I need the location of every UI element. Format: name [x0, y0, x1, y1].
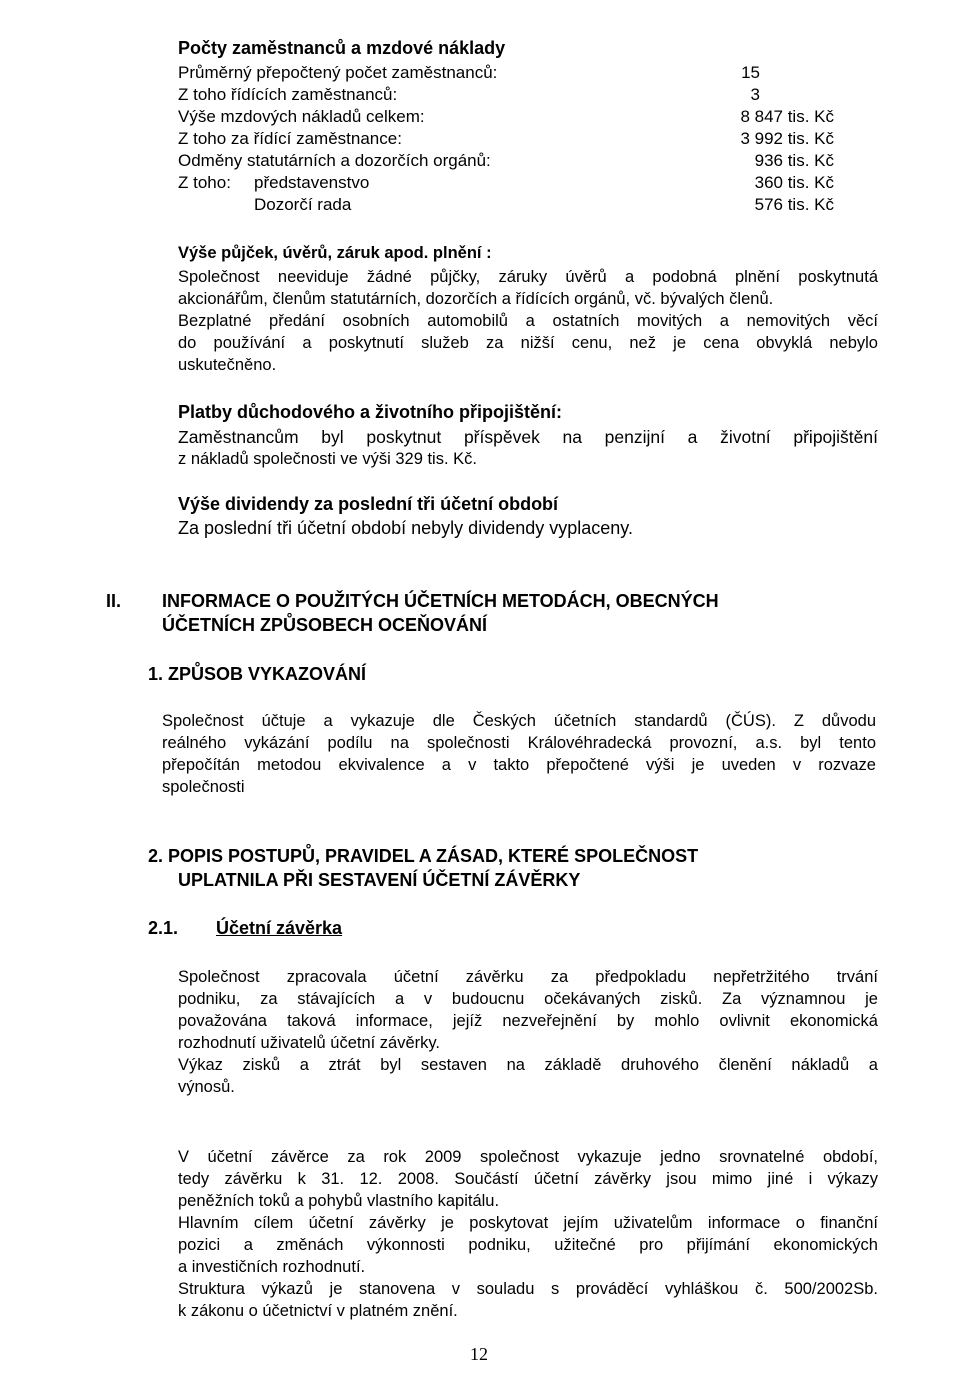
loans-heading: Výše půjček, úvěrů, záruk apod. plnění :	[178, 244, 492, 262]
sub1-line: reálného vykázání podílu na společnosti Královéhradecká provozní, a.s. byl tento	[162, 734, 876, 752]
sub1-line: přepočítán metodou ekvivalence a v takto přepočtené výši je uveden v rozvaze	[162, 756, 876, 774]
loans-line: akcionářům, členům statutárních, dozorčích a řídících orgánů, vč. bývalých členů.	[178, 290, 774, 308]
sub1-line: společnosti	[162, 778, 245, 796]
sub21-line: peněžních toků a pohybů vlastního kapitálu.	[178, 1192, 500, 1210]
section-title-line1: INFORMACE O POUŽITÝCH ÚČETNÍCH METODÁCH, OBECNÝCH	[162, 591, 719, 611]
staff-row-value: 3 992 tis. Kč	[740, 129, 834, 148]
sub21-line: podniku, za stávajících a v budoucnu očekávaných zisků. Za významnou je	[178, 990, 878, 1008]
staff-row-value: 936 tis. Kč	[754, 151, 834, 170]
loans-line: Bezplatné předání osobních automobilů a ostatních movitých a nemovitých věcí	[178, 312, 878, 330]
loans-line: do používání a poskytnutí služeb za nižší cenu, než je cena obvyklá nebylo	[178, 334, 878, 352]
page-number: 12	[470, 1344, 488, 1364]
loans-paragraph	[178, 266, 878, 376]
sub21-line: rozhodnutí uživatelů účetní závěrky.	[178, 1034, 441, 1052]
subsection-heading-line2: UPLATNILA PŘI SESTAVENÍ ÚČETNÍ ZÁVĚRKY	[178, 870, 581, 890]
staff-row	[178, 106, 838, 128]
loans-line: uskutečněno.	[178, 356, 277, 374]
staff-row-label: Dozorčí rada	[254, 195, 352, 214]
staff-row-label: Z toho za řídící zaměstnance:	[178, 129, 402, 148]
staff-row	[178, 62, 838, 84]
sub21-line: Struktura výkazů je stanovena v souladu s prováděcí vyhláškou č. 500/2002Sb.	[178, 1280, 878, 1298]
staff-row-label: Z toho:	[178, 173, 231, 192]
subsection-heading: 1. ZPŮSOB VYKAZOVÁNÍ	[148, 664, 367, 684]
sub1-paragraph	[162, 710, 876, 798]
sub21-line: pozici a změnách výkonnosti podniku, užitečné pro přijímání ekonomických	[178, 1236, 878, 1254]
sub21-paragraph-2	[178, 1054, 878, 1098]
sub21-paragraph-5	[178, 1278, 878, 1322]
staff-row-value: 576 tis. Kč	[754, 195, 834, 214]
pension-line: z nákladů společnosti ve výši 329 tis. Kč.	[178, 450, 477, 468]
staff-row-value: 8 847 tis. Kč	[740, 107, 834, 126]
sub21-paragraph-4	[178, 1212, 878, 1278]
pension-heading: Platby důchodového a životního připojištění:	[178, 402, 563, 422]
section-title-line2: ÚČETNÍCH ZPŮSOBECH OCEŇOVÁNÍ	[162, 615, 488, 635]
staff-row-label: Z toho řídících zaměstnanců:	[178, 85, 398, 104]
staff-row	[178, 84, 838, 106]
pension-line: Zaměstnancům byl poskytnut příspěvek na penzijní a životní připojištění	[178, 427, 878, 447]
sub21-paragraph-1	[178, 966, 878, 1054]
staff-row-label: Odměny statutárních a dozorčích orgánů:	[178, 151, 491, 170]
sub21-line: výnosů.	[178, 1078, 235, 1096]
sub21-line: Hlavním cílem účetní závěrky je poskytovat jejím uživatelům informace o finanční	[178, 1214, 878, 1232]
sub21-line: k zákonu o účetnictví v platném znění.	[178, 1302, 458, 1320]
sub1-line: Společnost účtuje a vykazuje dle Českých účetních standardů (ČÚS). Z důvodu	[162, 712, 876, 730]
loans-line: Společnost neeviduje žádné půjčky, záruky úvěrů a podobná plnění poskytnutá	[178, 268, 878, 286]
pension-paragraph	[178, 426, 878, 470]
staff-row	[178, 150, 838, 172]
staff-heading: Počty zaměstnanců a mzdové náklady	[178, 38, 506, 58]
staff-row-value: 360 tis. Kč	[754, 173, 834, 192]
subsection-heading: 2. POPIS POSTUPŮ, PRAVIDEL A ZÁSAD, KTERÉ SPOLEČNOST	[148, 846, 699, 866]
dividend-heading: Výše dividendy za poslední tři účetní období	[178, 494, 559, 514]
staff-row	[178, 194, 838, 216]
subsubsection-title: Účetní závěrka	[216, 918, 343, 938]
sub21-paragraph-3	[178, 1146, 878, 1212]
sub21-line: V účetní závěrce za rok 2009 společnost vykazuje jedno srovnatelné období,	[178, 1148, 878, 1166]
subsubsection-number: 2.1.	[148, 918, 179, 938]
staff-row-value: 15	[741, 63, 760, 82]
section-number: II.	[106, 591, 122, 611]
staff-row	[178, 172, 838, 194]
sub21-line: považována taková informace, jejíž nezveřejnění by mohlo ovlivnit ekonomická	[178, 1012, 878, 1030]
sub21-line: Výkaz zisků a ztrát byl sestaven na základě druhového členění nákladů a	[178, 1056, 878, 1074]
sub21-line: tedy závěrku k 31. 12. 2008. Součástí účetní závěrky jsou mimo jiné i výkazy	[178, 1170, 878, 1188]
sub21-line: Společnost zpracovala účetní závěrku za předpokladu nepřetržitého trvání	[178, 968, 878, 986]
staff-row	[178, 128, 838, 150]
staff-row-sublabel: představenstvo	[254, 173, 370, 192]
staff-row-value: 3	[750, 85, 760, 104]
staff-row-label: Výše mzdových nákladů celkem:	[178, 107, 425, 126]
staff-row-label: Průměrný přepočtený počet zaměstnanců:	[178, 63, 498, 82]
sub21-line: a investičních rozhodnutí.	[178, 1258, 366, 1276]
dividend-text: Za poslední tři účetní období nebyly dividendy vyplaceny.	[178, 518, 633, 538]
